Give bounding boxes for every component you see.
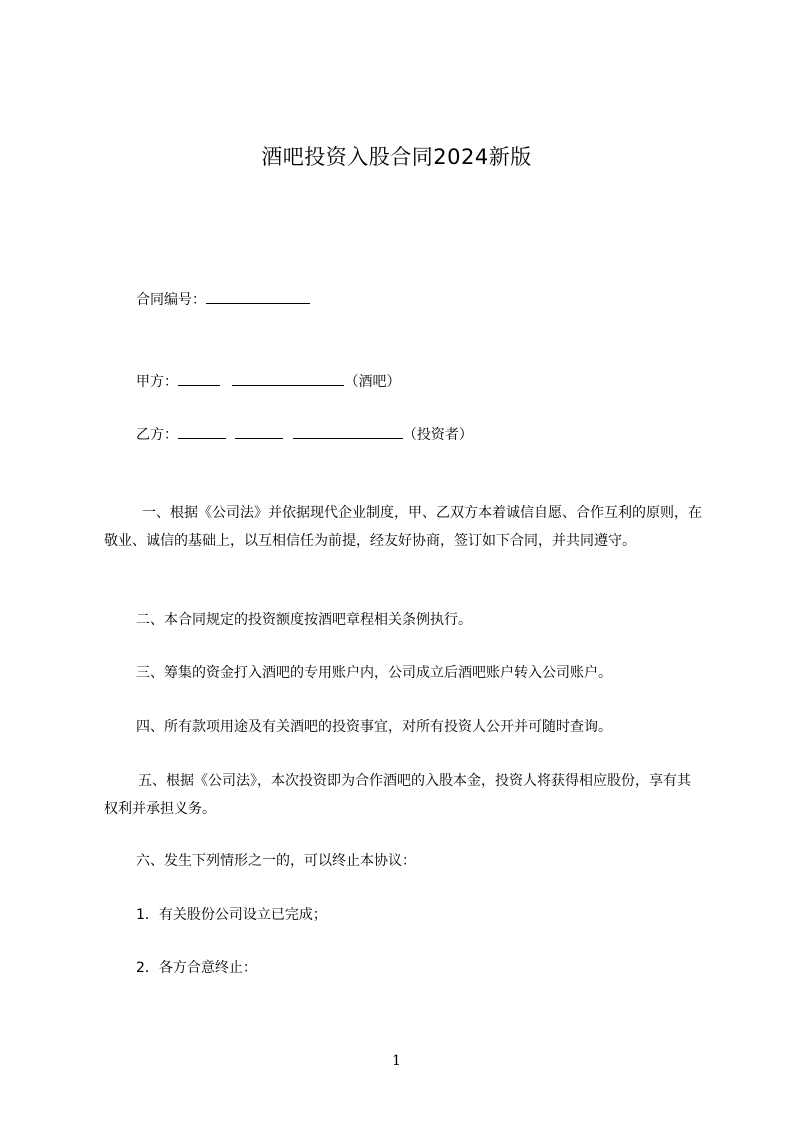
page-number: 1: [392, 1053, 401, 1069]
clause-3: 三、筹集的资金打入酒吧的专用账户内，公司成立后酒吧账户转入公司账户。: [136, 665, 612, 681]
contract-number-blank: [206, 289, 310, 304]
clause-6: 六、发生下列情形之一的，可以终止本协议：: [136, 853, 416, 869]
contract-number-label: 合同编号：: [136, 292, 206, 308]
clause-5: 五、根据《公司法》，本次投资即为合作酒吧的入股本金，投资人将获得相应股份，享有其权利并承担义务。: [104, 773, 691, 817]
party-b-blank-1: [178, 424, 226, 439]
party-a-line: [136, 368, 400, 396]
clause-2: 二、本合同规定的投资额度按酒吧章程相关条例执行。: [136, 612, 472, 628]
party-b-line: [136, 421, 473, 449]
contract-number-line: [136, 286, 310, 314]
clause-4: 四、所有款项用途及有关酒吧的投资事宜，对所有投资人公开并可随时查询。: [136, 719, 612, 735]
document-title: 酒吧投资入股合同2024新版: [261, 145, 532, 169]
party-b-suffix: （投资者）: [402, 427, 473, 443]
clause-6-item-2: 2．各方合意终止：: [136, 960, 257, 976]
party-a-label: 甲方：: [136, 374, 178, 390]
party-b-label: 乙方：: [136, 427, 178, 443]
party-b-blank-3: [293, 424, 403, 439]
party-b-blank-2: [235, 424, 283, 439]
party-a-blank-2: [232, 371, 344, 386]
clause-1: 一、根据《公司法》并依据现代企业制度，甲、乙双方本着诚信自愿、合作互利的原则，在敬业、诚信的基础上，以互相信任为前提，经友好协商，签订如下合同，并共同遵守。: [104, 505, 702, 549]
party-a-suffix: （酒吧）: [344, 374, 401, 390]
party-a-blank-1: [178, 371, 220, 386]
clause-6-item-1: 1．有关股份公司设立已完成；: [136, 907, 327, 923]
